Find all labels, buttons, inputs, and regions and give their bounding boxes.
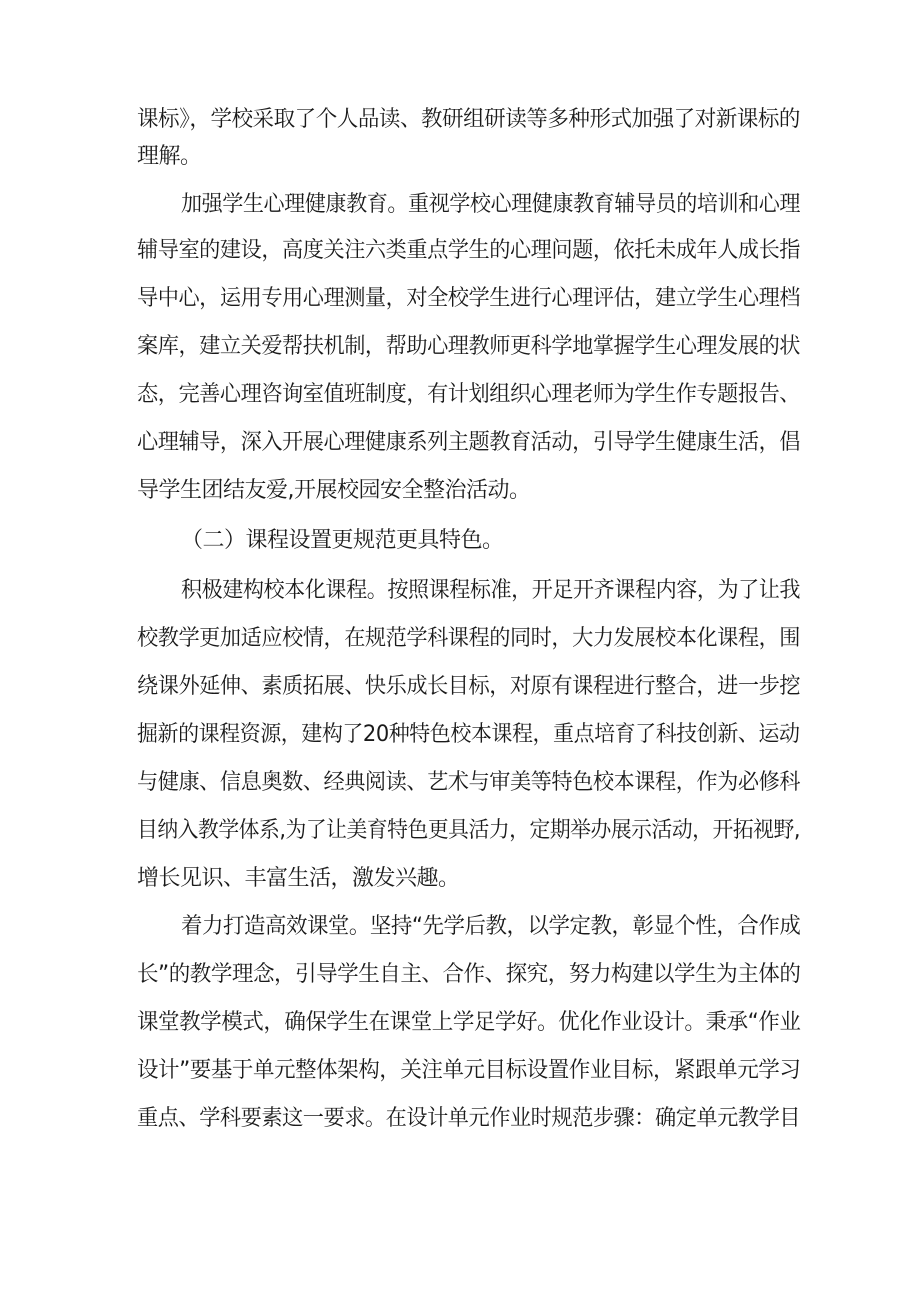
text-line: 课标》，学校采取了个人品读、教研组研读等多种形式加强了对新课标的	[137, 107, 801, 132]
text-line: 课堂教学模式，确保学生在课堂上学足学好。优化作业设计。秉承“作业	[137, 1010, 801, 1035]
text-line: 案库，建立关爱帮扶机制，帮助心理教师更科学地掌握学生心理发展的状	[137, 334, 801, 359]
paragraph-first-line: 积极建构校本化课程。按照课程标准，开足开齐课程内容，为了让我	[181, 578, 801, 603]
text-line: 增长见识、丰富生活，激发兴趣。	[137, 866, 460, 891]
text-line: 绕课外延伸、素质拓展、快乐成长目标，对原有课程进行整合，进一步挖	[137, 674, 801, 699]
text-line: 理解。	[137, 144, 202, 169]
text-line: 校教学更加适应校情，在规范学科课程的同时，大力发展校本化课程，围	[137, 626, 801, 651]
text-line: 重点、学科要素这一要求。在设计单元作业时规范步骤：确定单元教学目	[137, 1106, 801, 1131]
text-line: 态，完善心理咨询室值班制度，有计划组织心理老师为学生作专题报告、	[137, 382, 801, 407]
text-line: 掘新的课程资源，建构了20种特色校本课程，重点培育了科技创新、运动	[137, 722, 800, 747]
text-line: 设计”要基于单元整体架构，关注单元目标设置作业目标，紧跟单元学习	[137, 1058, 801, 1083]
text-line: 长”的教学理念，引导学生自主、合作、探究，努力构建以学生为主体的	[137, 962, 801, 987]
text-line: 目纳入教学体系,为了让美育特色更具活力，定期举办展示活动，开拓视野,	[137, 818, 801, 843]
text-line: 心理辅导，深入开展心理健康系列主题教育活动，引导学生健康生活，倡	[137, 430, 801, 455]
text-line: 与健康、信息奥数、经典阅读、艺术与审美等特色校本课程，作为必修科	[137, 770, 801, 795]
paragraph-first-line: 着力打造高效课堂。坚持“先学后教，以学定教，彰显个性，合作成	[181, 914, 801, 939]
text-line: 导中心，运用专用心理测量，对全校学生进行心理评估，建立学生心理档	[137, 286, 801, 311]
section-heading: （二）课程设置更规范更具特色。	[181, 528, 504, 553]
paragraph-first-line: 加强学生心理健康教育。重视学校心理健康教育辅导员的培训和心理	[181, 192, 801, 217]
text-line: 导学生团结友爱,开展校园安全整治活动。	[137, 478, 531, 503]
text-line: 辅导室的建设，高度关注六类重点学生的心理问题，依托未成年人成长指	[137, 238, 801, 263]
